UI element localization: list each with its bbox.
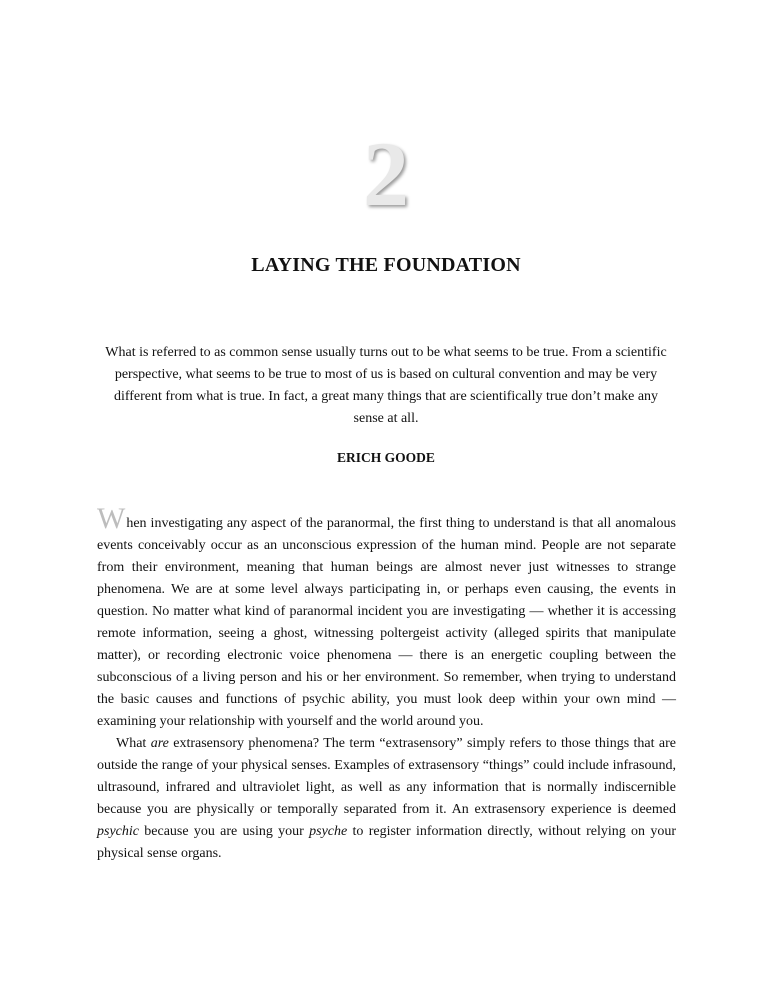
- body-text: [97, 502, 676, 865]
- chapter-number: 2: [363, 123, 409, 225]
- paragraph-2: [97, 733, 676, 865]
- drop-initial: W: [97, 502, 126, 535]
- paragraph-2-text-1: What: [116, 736, 151, 751]
- paragraph-2-emphasis-3: psyche: [309, 824, 348, 839]
- epigraph-author: ERICH GOODE: [337, 450, 435, 465]
- paragraph-1-text: hen investigating any aspect of the paranormal, the first thing to understand is that all anomalous events conceivably occur as an unconscious expression of the human mind. People are not separate from their environment, meaning that human beings are almost never just witnesses to strange phenomena. We are at some level always participating in, or perhaps even causing, the events in question. No matter what kind of paranormal incident you are investigating — whether it is accessing remote information, seeing a ghost, witnessing poltergeist activity (alleged spirits that manipulate matter), or recording electronic voice phenomena — there is an energetic coupling between the subconscious of a living person and his or her environment. So remember, when trying to understand the basic causes and functions of psychic ability, you must look deep within your own mind — examining your relationship with yourself and the world around you.: [97, 516, 676, 729]
- paragraph-2-emphasis-2: psychic: [97, 824, 139, 839]
- epigraph-quote: What is referred to as common sense usually turns out to be what seems to be true. From a scientific perspective, what seems to be true to most of us is based on cultural convention and may be very different from what is true. In fact, a great many things that are scientifically true don’t make any sense at all.: [105, 345, 667, 426]
- chapter-title: LAYING THE FOUNDATION: [251, 254, 521, 276]
- paragraph-2-text-2: extrasensory phenomena? The term “extrasensory” simply refers to those things that are outside the range of your physical senses. Examples of extrasensory “things” could include infrasound, ultrasound, infrared and ultraviolet light, as well as any information that is normally indiscernible because you are physically or temporally separated from it. An extrasensory experience is deemed: [97, 736, 676, 817]
- paragraph-2-text-4: to register information directly, without relying on your physical sense organs.: [97, 824, 676, 861]
- paragraph-1: [97, 502, 676, 733]
- paragraph-2-emphasis-1: are: [150, 736, 169, 751]
- paragraph-2-text-3: because you are using your: [138, 824, 310, 839]
